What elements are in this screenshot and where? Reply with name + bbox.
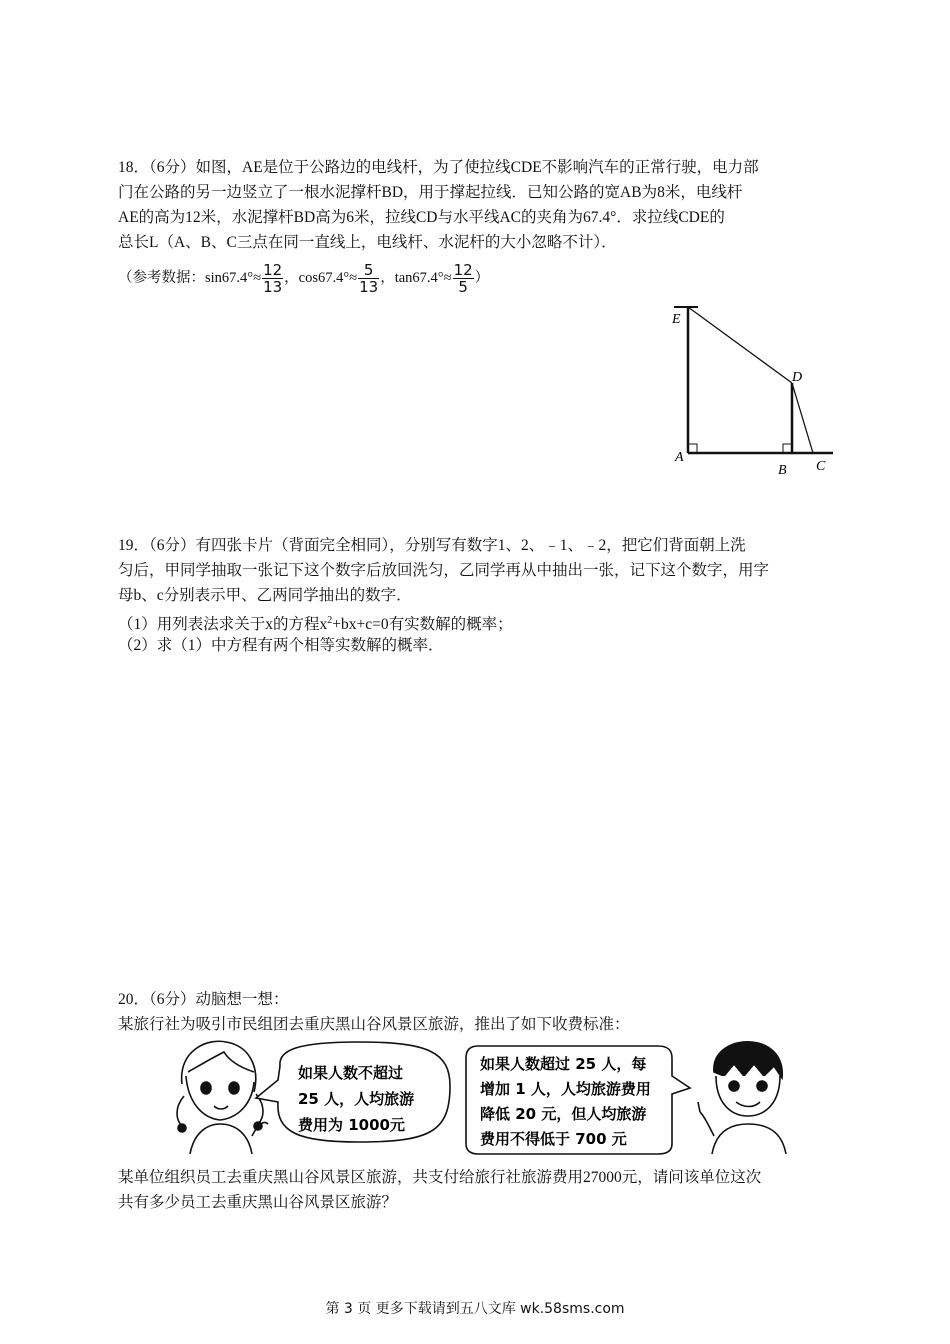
right-angle-a	[688, 444, 697, 453]
bubble-right-line-3: 降低 20 元，但人均旅游	[480, 1105, 647, 1123]
tan-numerator: 12	[453, 261, 473, 279]
tan-label: ，tan67.4°≈	[380, 269, 452, 286]
label-d: D	[792, 370, 803, 385]
cos-fraction	[358, 262, 379, 295]
label-a: A	[675, 450, 684, 465]
cos-label: ，cos67.4°≈	[284, 269, 358, 286]
q18-line-1: 18．（6分）如图，AE是位于公路边的电线杆，为了使拉线CDE不影响汽车的正常行驶，电力部	[118, 159, 759, 176]
comic-illustration	[168, 1036, 800, 1156]
bubble-left-line-3: 费用为 1000元	[298, 1116, 405, 1134]
q20-line-4: 共有多少员工去重庆黑山谷风景区旅游？	[118, 1194, 398, 1211]
label-c: C	[816, 459, 826, 474]
q19-line-3: 母b、c分别表示甲、乙两同学抽出的数字．	[118, 587, 412, 604]
bubble-left-line-2: 25 人，人均旅游	[298, 1090, 415, 1108]
q18-line-3: AE的高为12米，水泥撑杆BD高为6米，拉线CD与水平线AC的夹角为67.4°．求拉线CDE的	[118, 209, 725, 226]
part1-text-post: +bx+c=0有实数解的概率；	[332, 616, 513, 634]
q20-line-1: 20．（6分）动脑想一想：	[118, 991, 289, 1008]
q20-line-3: 某单位组织员工去重庆黑山谷风景区旅游，共支付给旅行社旅游费用27000元，请问该单位这次	[118, 1169, 762, 1186]
q19-part-2: （2）求（1）中方程有两个相等实数解的概率．	[118, 637, 444, 654]
pole-diagram	[668, 300, 840, 480]
cable-ed	[688, 307, 792, 383]
page-footer: 第 3 页 更多下载请到五八文库 wk.58sms.com	[325, 1301, 625, 1317]
q19-line-2: 匀后，甲同学抽取一张记下这个数字后放回洗匀，乙同学再从中抽出一张，记下这个数字，用字	[118, 562, 770, 579]
cable-dc	[792, 383, 813, 453]
tan-fraction	[453, 262, 474, 295]
tan-denominator: 5	[458, 278, 468, 296]
sin-denominator: 13	[263, 278, 283, 296]
q19-part-1	[118, 609, 513, 637]
label-e: E	[672, 312, 681, 327]
right-angle-b	[783, 444, 792, 453]
q20-line-2: 某旅行社为吸引市民组团去重庆黑山谷风景区旅游，推出了如下收费标准：	[118, 1016, 630, 1033]
sin-numerator: 12	[263, 261, 283, 279]
q18-reference-data	[118, 262, 489, 295]
cos-numerator: 5	[358, 262, 379, 279]
label-b: B	[778, 463, 787, 478]
bubble-right-line-2: 增加 1 人，人均旅游费用	[480, 1080, 651, 1098]
q18-line-4: 总长L（A、B、C三点在同一直线上，电线杆、水泥杆的大小忽略不计）．	[118, 234, 617, 251]
bubble-right-line-1: 如果人数超过 25 人，每	[480, 1055, 647, 1073]
cos-denominator: 13	[359, 278, 379, 296]
ref-open: （参考数据：sin67.4°≈	[118, 269, 262, 286]
bubble-left-line-1: 如果人数不超过	[298, 1064, 404, 1082]
boy-cartoon-icon	[698, 1042, 786, 1154]
ref-close: ）	[474, 269, 490, 286]
girl-cartoon-icon	[177, 1041, 268, 1154]
part1-exponent: 2	[327, 615, 333, 626]
part1-text-pre: （1）用列表法求关于x的方程x	[118, 616, 328, 634]
sin-fraction	[262, 262, 283, 295]
q18-line-2: 门在公路的另一边竖立了一根水泥撑杆BD，用于撑起拉线．已知公路的宽AB为8米，电线杆	[118, 184, 743, 201]
q19-line-1: 19．（6分）有四张卡片（背面完全相同），分别写有数字1、2、﹣1、﹣2，把它们背面朝上洗	[118, 537, 746, 554]
bubble-right-line-4: 费用不得低于 700 元	[480, 1130, 627, 1148]
